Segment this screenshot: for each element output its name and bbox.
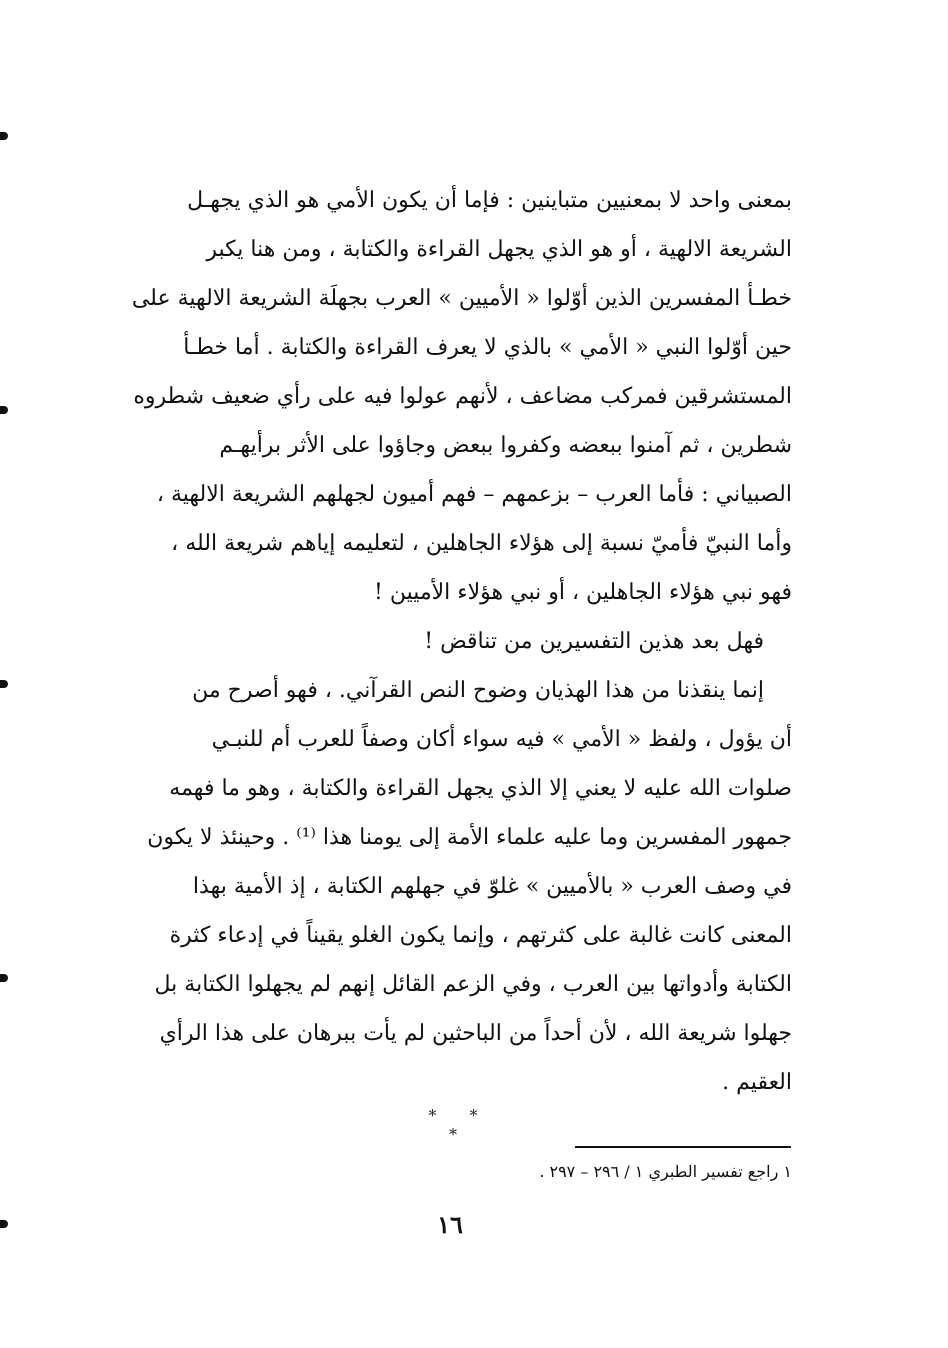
body-text <box>128 176 792 1107</box>
text-line: المعنى كانت غالبة على كثرتهم ، وإنما يكون الغلو يقيناً في إدعاء كثرة <box>169 923 792 948</box>
text-line: خطـأ المفسرين الذين أوّلوا « الأميين » العرب بجهلَة الشريعة الالهية على <box>131 286 792 311</box>
text-line: بمعنى واحد لا بمعنيين متباينين : فإما أن يكون الأمي هو الذي يجهـل <box>187 188 792 213</box>
margin-mark <box>0 132 8 140</box>
text-line: المستشرقين فمركب مضاعف ، لأنهم عولوا فيه على رأي ضعيف شطروه <box>133 384 792 409</box>
text-line: حين أوّلوا النبي « الأمي » بالذي لا يعرف القراءة والكتابة . أما خطـأ <box>183 335 792 360</box>
text-line: فهل بعد هذين التفسيرين من تناقض ! <box>424 629 764 654</box>
margin-mark <box>0 974 8 982</box>
text-line: جهلوا شريعة الله ، لأن أحداً من الباحثين لم يأت ببرهان على هذا الرأي <box>159 1021 792 1046</box>
text-line: الصبياني : فأما العرب – بزعمهم – فهم أميون لجهلهم الشريعة الالهية ، <box>156 482 792 507</box>
text-line: أن يؤول ، ولفظ « الأمي » فيه سواء أكان وصفاً للعرب أم للنبـي <box>211 727 792 752</box>
margin-mark <box>0 680 8 688</box>
page-number: ١٦ <box>437 1210 463 1239</box>
footnote-rule <box>575 1146 791 1148</box>
text-line: شطرين ، ثم آمنوا ببعضه وكفروا ببعض وجاؤوا على الأثر برأيهـم <box>219 433 792 458</box>
section-separator: * * * <box>428 1106 492 1144</box>
text-line: فهو نبي هؤلاء الجاهلين ، أو نبي هؤلاء الأميين ! <box>373 580 792 605</box>
text-line: إنما ينقذنا من هذا الهذيان وضوح النص القرآني. ، فهو أصرح من <box>192 678 764 703</box>
text-line: وأما النبيّ فأميّ نسبة إلى هؤلاء الجاهلين ، لتعليمه إياهم شريعة الله ، <box>171 531 792 556</box>
margin-mark <box>0 1220 8 1228</box>
text-line: في وصف العرب « بالأميين » غلوّ في جهلهم الكتابة ، إذ الأمية بهذا <box>192 874 792 899</box>
text-line: صلوات الله عليه لا يعني إلا الذي يجهل القراءة والكتابة ، وهو ما فهمه <box>169 776 792 801</box>
text-line: الكتابة وأدواتها بين العرب ، وفي الزعم القائل إنهم لم يجهلوا الكتابة بل <box>154 972 792 997</box>
footnote: ١ راجع تفسير الطبري ١ / ٢٩٦ – ٢٩٧ . <box>539 1162 792 1181</box>
text-line: جمهور المفسرين وما عليه علماء الأمة إلى يومنا هذا ⁽¹⁾ . وحينئذ لا يكون <box>147 825 792 850</box>
text-line: الشريعة الالهية ، أو هو الذي يجهل القراءة والكتابة ، ومن هنا يكبر <box>206 237 792 262</box>
margin-mark <box>0 406 8 414</box>
text-line: العقيم . <box>722 1070 792 1095</box>
